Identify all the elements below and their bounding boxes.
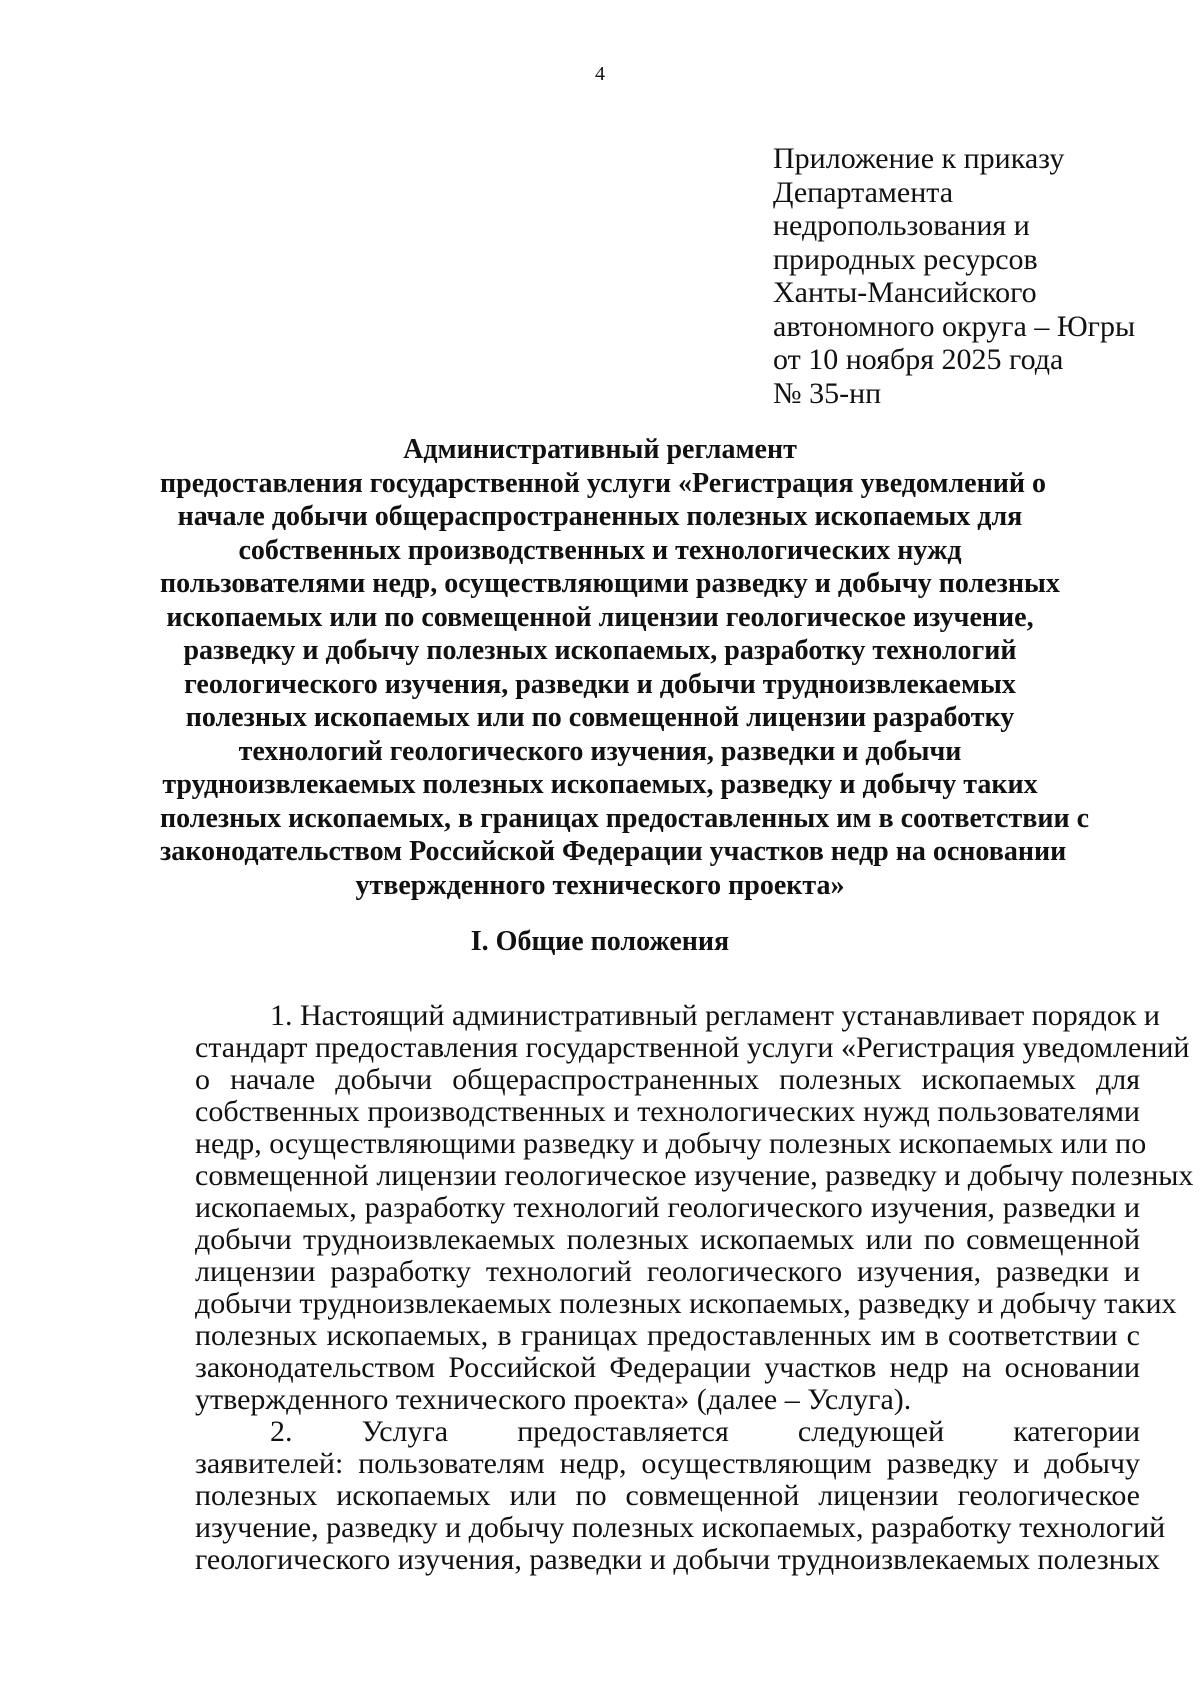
paragraph-line: полезных ископаемых, в границах предоставленных им в соответствии с <box>195 1319 1140 1352</box>
document-title <box>160 433 1090 902</box>
paragraph-line: недр, осуществляющими разведку и добычу полезных ископаемых или по <box>195 1127 1147 1160</box>
paragraph-line: изучение, разведку и добычу полезных ископаемых, разработку технологий <box>195 1511 1166 1544</box>
title-line: полезных ископаемых, в границах предоставленных им в соответствии с <box>160 802 1090 834</box>
appendix-block <box>773 142 1173 410</box>
title-line: начале добычи общераспространенных полезных ископаемых для <box>177 501 1023 532</box>
paragraph-line: совмещенной лицензии геологическое изучение, разведку и добычу полезных <box>195 1159 1194 1192</box>
paragraph-line: утвержденного технического проекта» (далее – Услуга). <box>195 1383 912 1416</box>
paragraph-line: собственных производственных и технологических нужд пользователями <box>195 1095 1140 1128</box>
appendix-line: от 10 ноября 2025 года <box>773 343 1064 376</box>
title-line: предоставления государственной услуги «Регистрация уведомлений о <box>160 467 1046 499</box>
title-line: собственных производственных и технологических нужд <box>238 534 962 566</box>
paragraph-line: 2. Услуга предоставляется следующей категории <box>270 1415 1140 1448</box>
title-line: трудноизвлекаемых полезных ископаемых, разведку и добычу таких <box>162 769 1038 800</box>
appendix-line: № 35-нп <box>773 376 882 410</box>
appendix-line: автономного округа – Югры <box>773 309 1136 343</box>
paragraph-line: законодательством Российской Федерации участков недр на основании <box>195 1351 1140 1384</box>
appendix-line: Департамента <box>773 175 954 209</box>
appendix-line: недропользования и <box>773 209 1030 242</box>
paragraph-line: о начале добычи общераспространенных полезных ископаемых для <box>195 1063 1140 1096</box>
title-line: технологий геологического изучения, разведки и добычи <box>238 735 962 767</box>
paragraph-line: геологического изучения, разведки и добычи трудноизвлекаемых полезных <box>195 1543 1160 1576</box>
title-line: полезных ископаемых или по совмещенной лицензии разработку <box>185 702 1015 733</box>
appendix-line: природных ресурсов <box>773 242 1038 276</box>
paragraph-line: полезных ископаемых или по совмещенной лицензии геологическое <box>195 1479 1140 1512</box>
page-number: 4 <box>595 63 605 85</box>
title-line: законодательством Российской Федерации участков недр на основании <box>160 836 1067 867</box>
appendix-line: Приложение к приказу <box>773 142 1065 175</box>
section-heading: I. Общие положения <box>470 926 730 957</box>
title-line: Административный регламент <box>403 434 797 465</box>
title-line: утвержденного технического проекта» <box>355 869 845 901</box>
paragraph-line: добычи трудноизвлекаемых полезных ископаемых или по совмещенной <box>195 1223 1140 1256</box>
paragraph-line: добычи трудноизвлекаемых полезных ископаемых, разведку и добычу таких <box>195 1287 1177 1320</box>
paragraph-line: ископаемых, разработку технологий геологического изучения, разведки и <box>195 1191 1140 1224</box>
title-line: пользователями недр, осуществляющими разведку и добычу полезных <box>160 568 1060 599</box>
title-line: ископаемых или по совмещенной лицензии геологическое изучение, <box>166 601 1034 633</box>
paragraph-line: заявителей: пользователям недр, осуществляющим разведку и добычу <box>195 1447 1140 1480</box>
paragraph-line: 1. Настоящий административный регламент устанавливает порядок и <box>270 999 1160 1032</box>
paragraph-line: лицензии разработку технологий геологического изучения, разведки и <box>195 1255 1140 1288</box>
title-line: разведку и добычу полезных ископаемых, разработку технологий <box>183 635 1017 666</box>
appendix-line: Ханты-Мансийского <box>773 276 1037 309</box>
paragraph-line: стандарт предоставления государственной услуги «Регистрация уведомлений <box>195 1031 1190 1064</box>
title-line: геологического изучения, разведки и добычи трудноизвлекаемых <box>184 668 1016 700</box>
body-text <box>195 999 1194 1576</box>
